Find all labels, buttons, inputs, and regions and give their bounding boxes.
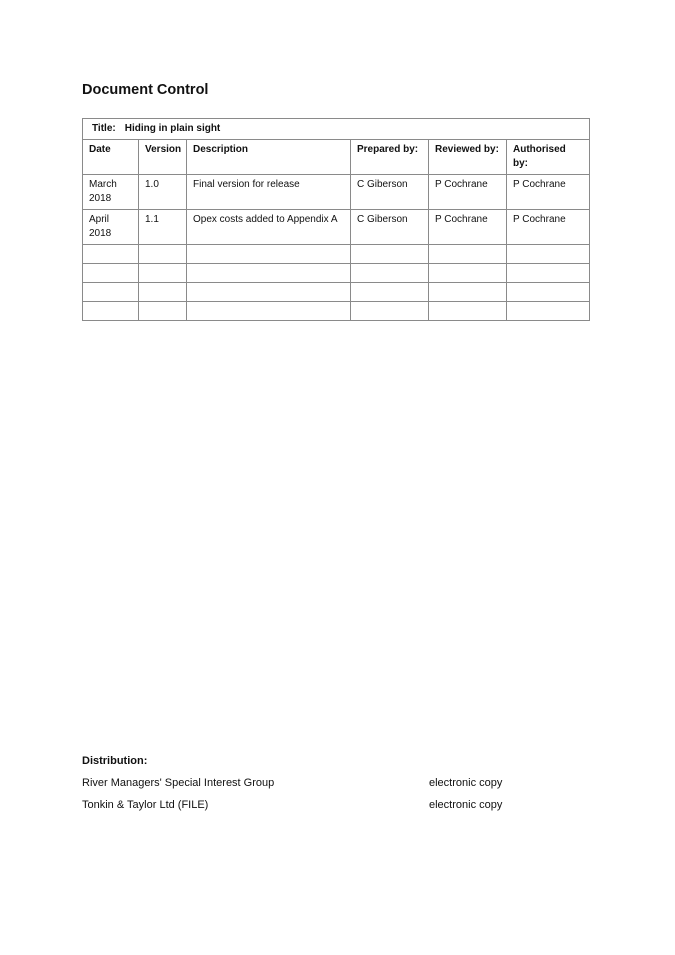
column-header-version: Version	[139, 140, 187, 175]
distribution-copy-type: electronic copy	[429, 799, 503, 811]
empty-cell	[139, 245, 187, 264]
document-control-table	[82, 118, 590, 321]
cell-description: Opex costs added to Appendix A	[187, 210, 351, 245]
cell-version: 1.1	[139, 210, 187, 245]
title-row	[83, 119, 590, 140]
distribution-recipient: River Managers' Special Interest Group	[82, 777, 275, 789]
column-header-authorised-by: Authorised by:	[507, 140, 590, 175]
header-row	[83, 140, 590, 175]
empty-cell	[429, 283, 507, 302]
cell-prepared-by: C Giberson	[351, 210, 429, 245]
cell-description: Final version for release	[187, 175, 351, 210]
empty-cell	[187, 302, 351, 321]
empty-cell	[429, 245, 507, 264]
empty-cell	[429, 264, 507, 283]
empty-cell	[351, 245, 429, 264]
cell-version: 1.0	[139, 175, 187, 210]
empty-cell	[507, 302, 590, 321]
empty-cell	[83, 302, 139, 321]
title-label: Title:	[92, 123, 116, 134]
cell-authorised-by: P Cochrane	[507, 175, 590, 210]
column-header-prepared-by: Prepared by:	[351, 140, 429, 175]
empty-cell	[429, 302, 507, 321]
empty-cell	[351, 264, 429, 283]
empty-cell	[139, 302, 187, 321]
empty-cell	[83, 264, 139, 283]
empty-cell	[507, 264, 590, 283]
empty-cell	[83, 283, 139, 302]
cell-reviewed-by: P Cochrane	[429, 210, 507, 245]
cell-authorised-by: P Cochrane	[507, 210, 590, 245]
empty-cell	[351, 302, 429, 321]
empty-cell	[187, 264, 351, 283]
empty-table-row	[83, 245, 590, 264]
empty-table-row	[83, 283, 590, 302]
title-value: Hiding in plain sight	[124, 123, 221, 134]
empty-table-row	[83, 302, 590, 321]
cell-date: March 2018	[83, 175, 139, 210]
cell-date: April 2018	[83, 210, 139, 245]
empty-cell	[187, 245, 351, 264]
column-header-description: Description	[187, 140, 351, 175]
cell-reviewed-by: P Cochrane	[429, 175, 507, 210]
column-header-date: Date	[83, 140, 139, 175]
empty-cell	[507, 245, 590, 264]
title-cell	[83, 119, 590, 140]
empty-cell	[83, 245, 139, 264]
column-header-reviewed-by: Reviewed by:	[429, 140, 507, 175]
empty-cell	[139, 283, 187, 302]
empty-cell	[139, 264, 187, 283]
cell-prepared-by: C Giberson	[351, 175, 429, 210]
empty-table-row	[83, 264, 590, 283]
table-row	[83, 210, 590, 245]
empty-cell	[187, 283, 351, 302]
distribution-heading: Distribution:	[82, 755, 148, 767]
empty-cell	[507, 283, 590, 302]
empty-cell	[351, 283, 429, 302]
distribution-recipient: Tonkin & Taylor Ltd (FILE)	[82, 799, 209, 811]
table-row	[83, 175, 590, 210]
document-heading: Document Control	[82, 82, 209, 98]
distribution-copy-type: electronic copy	[429, 777, 503, 789]
